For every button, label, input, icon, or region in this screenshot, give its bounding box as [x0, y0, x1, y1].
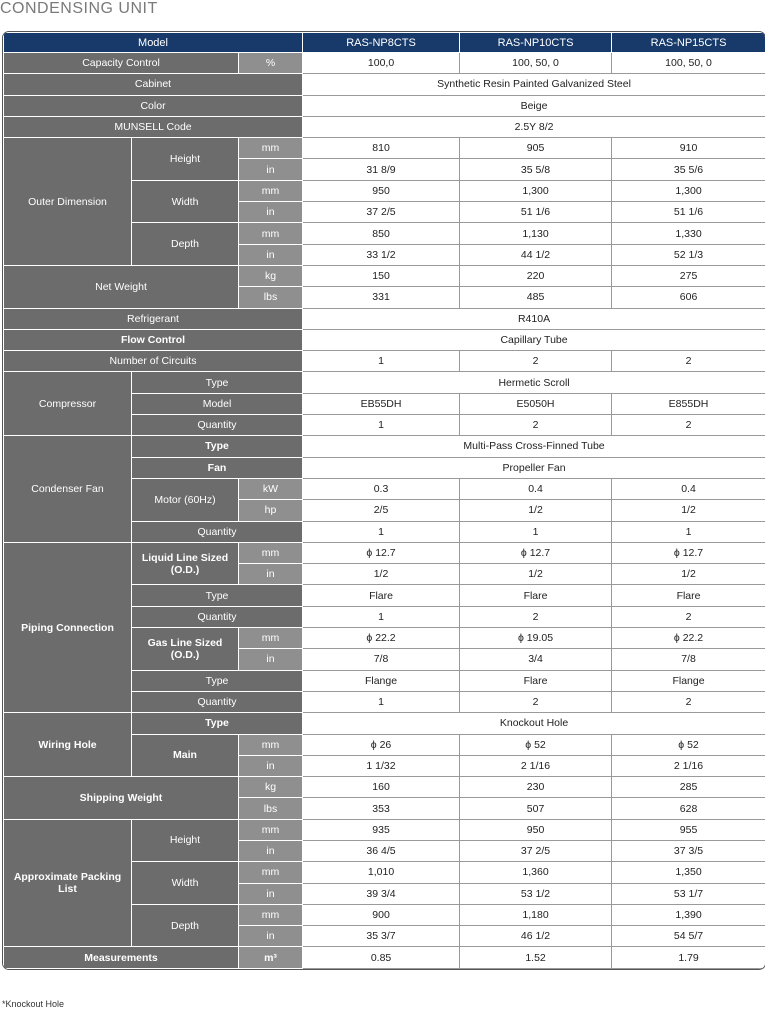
cell: 35 5/6 — [612, 159, 765, 180]
cell: 955 — [612, 819, 765, 840]
cell: 2 1/16 — [612, 755, 765, 776]
label-height: Height — [132, 138, 239, 181]
unit-kg: kg — [239, 777, 303, 798]
cell: E5050H — [460, 393, 612, 414]
unit-lbs: lbs — [239, 798, 303, 819]
label-outer-dimension: Outer Dimension — [4, 138, 132, 266]
cell: E855DH — [612, 393, 765, 414]
cell: 1,180 — [460, 904, 612, 925]
header-row — [4, 33, 765, 53]
cell: 37 2/5 — [460, 840, 612, 861]
cell: Flange — [612, 670, 765, 691]
cell: 2/5 — [303, 500, 460, 521]
cell: 0.4 — [612, 478, 765, 499]
cell: Hermetic Scroll — [303, 372, 765, 393]
cell: 2 — [460, 415, 612, 436]
cell: 1,350 — [612, 862, 765, 883]
cell: 1,300 — [612, 180, 765, 201]
label-quantity: Quantity — [132, 415, 303, 436]
cell: ϕ 26 — [303, 734, 460, 755]
cell: 37 2/5 — [303, 202, 460, 223]
model-col-2: RAS-NP10CTS — [460, 33, 612, 53]
label-refrigerant: Refrigerant — [4, 308, 303, 329]
label-net-weight: Net Weight — [4, 265, 239, 308]
cell: 1/2 — [303, 564, 460, 585]
cell: Knockout Hole — [303, 713, 765, 734]
cell: ϕ 12.7 — [612, 542, 765, 563]
label-quantity: Quantity — [132, 691, 303, 712]
label-condenser-fan: Condenser Fan — [4, 436, 132, 542]
cell: 51 1/6 — [460, 202, 612, 223]
cell: 1/2 — [460, 564, 612, 585]
cell: 7/8 — [303, 649, 460, 670]
label-width: Width — [132, 862, 239, 905]
label-width: Width — [132, 180, 239, 223]
cell: 1 — [303, 351, 460, 372]
unit-pct: % — [239, 53, 303, 74]
cell: Capillary Tube — [303, 329, 765, 350]
cell: 910 — [612, 138, 765, 159]
label-shipping-weight: Shipping Weight — [4, 777, 239, 820]
cell: 1 — [303, 691, 460, 712]
cell: 2 — [460, 691, 612, 712]
cell: 2 — [460, 351, 612, 372]
cell: 1,330 — [612, 223, 765, 244]
unit-lbs: lbs — [239, 287, 303, 308]
label-type: Type — [132, 585, 303, 606]
unit-mm: mm — [239, 628, 303, 649]
unit-mm: mm — [239, 138, 303, 159]
cell: 100, 50, 0 — [460, 53, 612, 74]
unit-kg: kg — [239, 265, 303, 286]
label-height: Height — [132, 819, 239, 862]
label-cabinet: Cabinet — [4, 74, 303, 95]
cell: 935 — [303, 819, 460, 840]
cell: Beige — [303, 95, 765, 116]
cell: ϕ 22.2 — [612, 628, 765, 649]
cell: 46 1/2 — [460, 926, 612, 947]
label-type: Type — [132, 436, 303, 457]
cell: 507 — [460, 798, 612, 819]
cell: Flare — [303, 585, 460, 606]
cell: 950 — [460, 819, 612, 840]
unit-hp: hp — [239, 500, 303, 521]
unit-mm: mm — [239, 819, 303, 840]
page-title: CONDENSING UNIT — [0, 0, 158, 17]
unit-m3: m³ — [239, 947, 303, 968]
row-compressor-type — [4, 372, 765, 393]
label-wiring-hole: Wiring Hole — [4, 713, 132, 777]
label-fan: Fan — [132, 457, 303, 478]
cell: ϕ 12.7 — [460, 542, 612, 563]
row-cabinet — [4, 74, 765, 95]
cell: 905 — [460, 138, 612, 159]
cell: ϕ 12.7 — [303, 542, 460, 563]
unit-kw: kW — [239, 478, 303, 499]
unit-in: in — [239, 926, 303, 947]
cell: 0.4 — [460, 478, 612, 499]
row-munsell — [4, 116, 765, 137]
cell: 230 — [460, 777, 612, 798]
label-number-of-circuits: Number of Circuits — [4, 351, 303, 372]
label-motor: Motor (60Hz) — [132, 478, 239, 521]
cell: 2 — [612, 606, 765, 627]
cell: 1/2 — [612, 564, 765, 585]
label-color: Color — [4, 95, 303, 116]
row-shipping-kg — [4, 777, 765, 798]
model-col-3: RAS-NP15CTS — [612, 33, 765, 53]
row-net-weight-kg — [4, 265, 765, 286]
spec-table-frame — [2, 31, 765, 970]
cell: 53 1/7 — [612, 883, 765, 904]
label-capacity-control: Capacity Control — [4, 53, 239, 74]
unit-in: in — [239, 202, 303, 223]
cell: 53 1/2 — [460, 883, 612, 904]
cell: 2.5Y 8/2 — [303, 116, 765, 137]
cell: ϕ 52 — [460, 734, 612, 755]
row-pack-height-mm — [4, 819, 765, 840]
cell: 0.3 — [303, 478, 460, 499]
label-flow-control: Flow Control — [4, 329, 303, 350]
cell: 51 1/6 — [612, 202, 765, 223]
cell: 1.52 — [460, 947, 612, 968]
row-outer-height-mm — [4, 138, 765, 159]
cell: 100, 50, 0 — [612, 53, 765, 74]
cell: 100,0 — [303, 53, 460, 74]
cell: 7/8 — [612, 649, 765, 670]
cell: 850 — [303, 223, 460, 244]
cell: 1,130 — [460, 223, 612, 244]
label-approx-packing: Approximate Packing List — [4, 819, 132, 947]
cell: 1 — [612, 521, 765, 542]
cell: 1.79 — [612, 947, 765, 968]
row-flow-control — [4, 329, 765, 350]
label-munsell: MUNSELL Code — [4, 116, 303, 137]
label-gas-line: Gas Line Sized (O.D.) — [132, 628, 239, 671]
cell: ϕ 52 — [612, 734, 765, 755]
label-measurements: Measurements — [4, 947, 239, 968]
label-depth: Depth — [132, 904, 239, 947]
cell: 31 8/9 — [303, 159, 460, 180]
cell: 220 — [460, 265, 612, 286]
unit-mm: mm — [239, 223, 303, 244]
unit-in: in — [239, 883, 303, 904]
cell: 2 1/16 — [460, 755, 612, 776]
unit-in: in — [239, 159, 303, 180]
cell: ϕ 19.05 — [460, 628, 612, 649]
label-type: Type — [132, 372, 303, 393]
row-refrigerant — [4, 308, 765, 329]
label-liquid-line: Liquid Line Sized (O.D.) — [132, 542, 239, 585]
unit-mm: mm — [239, 734, 303, 755]
row-wiring-type — [4, 713, 765, 734]
cell: Flare — [612, 585, 765, 606]
cell: 606 — [612, 287, 765, 308]
cell: 150 — [303, 265, 460, 286]
cell: 628 — [612, 798, 765, 819]
row-liquid-mm — [4, 542, 765, 563]
cell: 331 — [303, 287, 460, 308]
cell: 485 — [460, 287, 612, 308]
cell: 37 3/5 — [612, 840, 765, 861]
cell: 2 — [612, 351, 765, 372]
cell: 1 — [303, 415, 460, 436]
cell: Synthetic Resin Painted Galvanized Steel — [303, 74, 765, 95]
label-model: Model — [132, 393, 303, 414]
label-piping-connection: Piping Connection — [4, 542, 132, 712]
label-main: Main — [132, 734, 239, 777]
cell: 275 — [612, 265, 765, 286]
label-depth: Depth — [132, 223, 239, 266]
cell: 52 1/3 — [612, 244, 765, 265]
unit-mm: mm — [239, 862, 303, 883]
cell: 44 1/2 — [460, 244, 612, 265]
row-capacity-control — [4, 53, 765, 74]
cell: Multi-Pass Cross-Finned Tube — [303, 436, 765, 457]
unit-in: in — [239, 840, 303, 861]
cell: ϕ 22.2 — [303, 628, 460, 649]
cell: 353 — [303, 798, 460, 819]
cell: 1,300 — [460, 180, 612, 201]
label-quantity: Quantity — [132, 606, 303, 627]
spec-table — [3, 32, 765, 969]
cell: Flare — [460, 670, 612, 691]
cell: 950 — [303, 180, 460, 201]
header-model-label: Model — [4, 33, 303, 53]
cell: 1 1/32 — [303, 755, 460, 776]
cell: 2 — [460, 606, 612, 627]
cell: 2 — [612, 415, 765, 436]
row-color — [4, 95, 765, 116]
unit-in: in — [239, 564, 303, 585]
cell: 39 3/4 — [303, 883, 460, 904]
row-condenser-type — [4, 436, 765, 457]
cell: 1/2 — [460, 500, 612, 521]
label-compressor: Compressor — [4, 372, 132, 436]
cell: 1/2 — [612, 500, 765, 521]
label-type: Type — [132, 670, 303, 691]
cell: 2 — [612, 691, 765, 712]
cell: 1,010 — [303, 862, 460, 883]
cell: 33 1/2 — [303, 244, 460, 265]
cell: 35 3/7 — [303, 926, 460, 947]
cell: 1,390 — [612, 904, 765, 925]
cell: 160 — [303, 777, 460, 798]
unit-in: in — [239, 649, 303, 670]
label-quantity: Quantity — [132, 521, 303, 542]
cell: Propeller Fan — [303, 457, 765, 478]
cell: EB55DH — [303, 393, 460, 414]
cell: 900 — [303, 904, 460, 925]
cell: 1 — [460, 521, 612, 542]
unit-mm: mm — [239, 904, 303, 925]
unit-in: in — [239, 244, 303, 265]
cell: R410A — [303, 308, 765, 329]
cell: 54 5/7 — [612, 926, 765, 947]
cell: 1 — [303, 606, 460, 627]
cell: 285 — [612, 777, 765, 798]
cell: 810 — [303, 138, 460, 159]
unit-mm: mm — [239, 180, 303, 201]
row-measurements — [4, 947, 765, 968]
cell: 36 4/5 — [303, 840, 460, 861]
cell: Flange — [303, 670, 460, 691]
cell: 35 5/8 — [460, 159, 612, 180]
unit-in: in — [239, 755, 303, 776]
model-col-1: RAS-NP8CTS — [303, 33, 460, 53]
cell: 0.85 — [303, 947, 460, 968]
footnote: *Knockout Hole — [2, 999, 65, 1009]
cell: 3/4 — [460, 649, 612, 670]
cell: 1 — [303, 521, 460, 542]
row-number-of-circuits — [4, 351, 765, 372]
unit-mm: mm — [239, 542, 303, 563]
cell: 1,360 — [460, 862, 612, 883]
label-type: Type — [132, 713, 303, 734]
cell: Flare — [460, 585, 612, 606]
